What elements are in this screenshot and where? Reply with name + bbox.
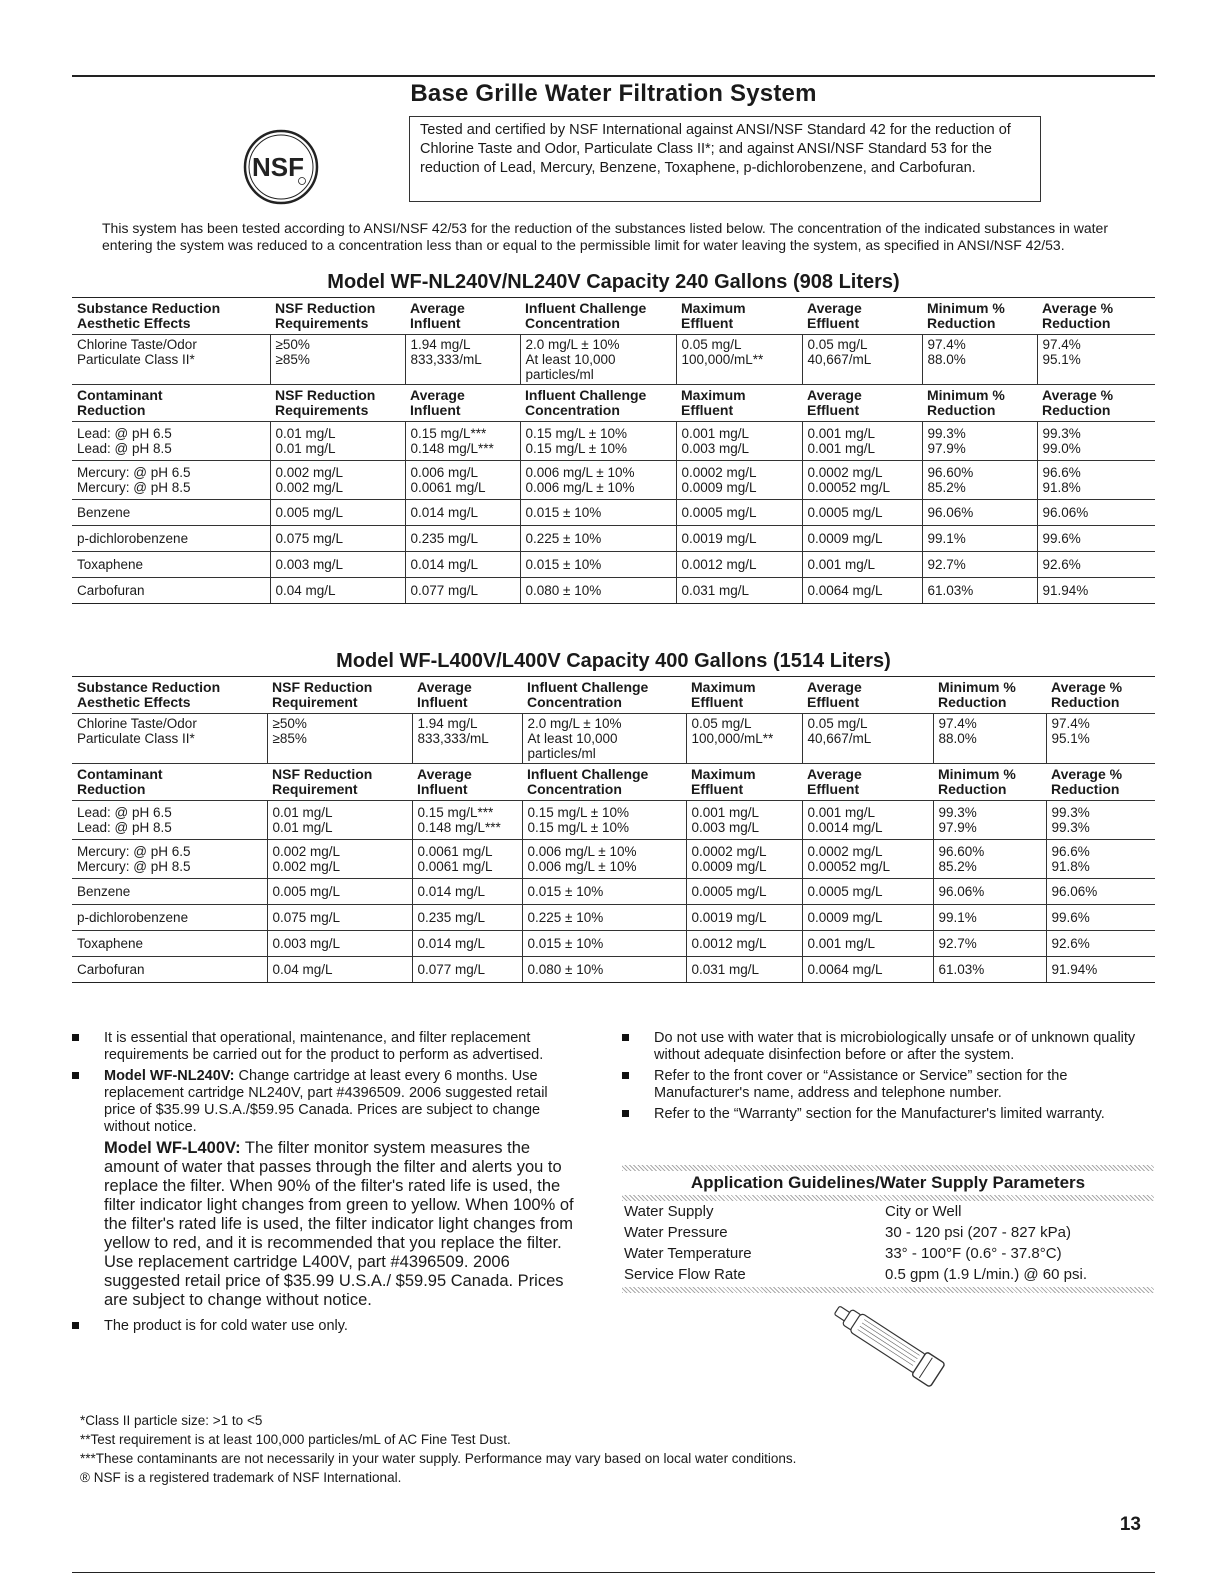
table-cell: 97.4% 88.0% [922,335,1037,385]
table-cell: 92.6% [1046,931,1155,957]
table-cell: 1.94 mg/L 833,333/mL [412,714,522,764]
table-cell: Toxaphene [72,931,267,957]
header-row [72,298,1155,335]
header-row [72,677,1155,714]
table-cell: 0.001 mg/L 0.001 mg/L [802,422,922,461]
table-row [72,840,1155,879]
table-cell: 0.05 mg/L 40,667/mL [802,714,933,764]
pattern-band [622,1287,1154,1293]
table-cell: 0.0009 mg/L [802,905,933,931]
table-cell: 92.6% [1037,552,1155,578]
table-cell: p-dichlorobenzene [72,905,267,931]
column-header: NSF Reduction Requirement [267,764,412,801]
table-cell: 0.0012 mg/L [686,931,802,957]
table-cell: 0.001 mg/L 0.003 mg/L [676,422,802,461]
table-cell: 0.014 mg/L [405,552,520,578]
table-cell: 0.0005 mg/L [676,500,802,526]
column-header: Minimum % Reduction [933,764,1046,801]
table-cell: 0.04 mg/L [270,578,405,604]
page-title: Base Grille Water Filtration System [410,80,817,107]
column-header: Average Influent [412,764,522,801]
table-l400v [72,676,1155,983]
table-cell: 96.6% 91.8% [1046,840,1155,879]
column-header: Average % Reduction [1037,385,1155,422]
column-header: NSF Reduction Requirements [270,298,405,335]
parameters-title: Application Guidelines/Water Supply Parameters [690,1173,1086,1192]
table-cell: Carbofuran [72,957,267,983]
table-cell: 0.006 mg/L ± 10% 0.006 mg/L ± 10% [522,840,686,879]
parameter-value: 0.5 gpm (1.9 L/min.) @ 60 psi. [885,1266,1087,1283]
table-cell: 0.003 mg/L [267,931,412,957]
table-cell: Mercury: @ pH 6.5 Mercury: @ pH 8.5 [72,840,267,879]
column-header: Maximum Effluent [686,677,802,714]
table-row [72,931,1155,957]
table-cell: Toxaphene [72,552,270,578]
table-cell: 99.3% 97.9% [933,801,1046,840]
table-cell: 0.001 mg/L [802,552,922,578]
table-cell: 0.0009 mg/L [802,526,922,552]
table-row [72,879,1155,905]
table-cell: 0.075 mg/L [270,526,405,552]
header-row [72,764,1155,801]
table-cell: 61.03% [933,957,1046,983]
table-cell: 0.014 mg/L [412,879,522,905]
table-cell: 96.06% [1037,500,1155,526]
bullet-cold-water: The product is for cold water use only. [72,1318,582,1335]
table-row [72,526,1155,552]
table-cell: 0.006 mg/L 0.0061 mg/L [405,461,520,500]
table-cell: 0.014 mg/L [405,500,520,526]
bullet-front-cover: Refer to the front cover or “Assistance or Service” section for the Manufacturer's name, address and telephone number. [622,1068,1154,1102]
table-cell: 97.4% 95.1% [1037,335,1155,385]
table-cell: Benzene [72,879,267,905]
column-header: NSF Reduction Requirement [267,677,412,714]
table-row [72,905,1155,931]
table-cell: 0.15 mg/L*** 0.148 mg/L*** [405,422,520,461]
table-row [72,714,1155,764]
table-cell: 96.06% [1046,879,1155,905]
table-row [72,552,1155,578]
table-cell: 0.0005 mg/L [802,500,922,526]
bullet-square-icon [72,1034,79,1041]
table-cell: 0.0005 mg/L [686,879,802,905]
header-row [72,385,1155,422]
table-cell: 0.001 mg/L 0.0014 mg/L [802,801,933,840]
footnote: ***These contaminants are not necessarily in your water supply. Performance may vary based on local water conditions. [80,1451,797,1466]
l400v-paragraph: Model WF-L400V: The filter monitor system measures the amount of water that passes through the filter and alerts you to replace the filter. When 90% of the filter's rated life is used, the filter indicator light changes from green to yellow. When 100% of the filter's rated life is used, the filter indicator light changes from yellow to red, and it is recommended that you replace the filter. Use replacement cartridge L400V, part #4396509. 2006 suggested retail price of $35.99 U.S.A./ $59.95 Canada. Prices are subject to change without notice. [104,1139,574,1309]
parameter-label: Water Supply [624,1203,714,1220]
table-cell: 0.05 mg/L 100,000/mL** [676,335,802,385]
table-cell: 92.7% [922,552,1037,578]
column-header: Contaminant Reduction [72,764,267,801]
table-cell: Mercury: @ pH 6.5 Mercury: @ pH 8.5 [72,461,270,500]
table-cell: 61.03% [922,578,1037,604]
column-header: Substance Reduction Aesthetic Effects [72,677,267,714]
table-cell: 0.0002 mg/L 0.00052 mg/L [802,461,922,500]
bullet-square-icon [622,1110,629,1117]
table-row [72,500,1155,526]
table-cell: 0.225 ± 10% [522,905,686,931]
table-cell: 0.05 mg/L 100,000/mL** [686,714,802,764]
table-cell: 96.06% [933,879,1046,905]
table-cell: 99.3% 99.0% [1037,422,1155,461]
table-cell: 0.0012 mg/L [676,552,802,578]
parameter-value: 33° - 100°F (0.6° - 37.8°C) [885,1245,1062,1262]
table-cell: 0.080 ± 10% [522,957,686,983]
column-header: Influent Challenge Concentration [522,677,686,714]
parameter-label: Water Temperature [624,1245,752,1262]
table-cell: 0.015 ± 10% [520,552,676,578]
table-cell: 1.94 mg/L 833,333/mL [405,335,520,385]
nsf-logo-text: NSF [252,152,304,182]
manual-page [72,0,1155,1585]
column-header: Average % Reduction [1037,298,1155,335]
table-row [72,335,1155,385]
parameter-row [622,1222,1154,1243]
table-row [72,422,1155,461]
certification-box: Tested and certified by NSF International against ANSI/NSF Standard 42 for the reduction of Chlorine Taste and Odor, Particulate Class II*; and against ANSI/NSF Standard 53 for the reduction of Lead, Mercury, Benzene, Toxaphene, p-dichlorobenzene, and Carbofuran. [409,116,1041,202]
column-header: Average Influent [405,298,520,335]
column-header: Minimum % Reduction [922,298,1037,335]
table-cell: 97.4% 88.0% [933,714,1046,764]
table-cell: 0.077 mg/L [405,578,520,604]
nsf-logo-icon [242,128,320,206]
footnote: **Test requirement is at least 100,000 particles/mL of AC Fine Test Dust. [80,1432,511,1447]
right-bullets [622,1030,1154,1127]
table-cell: 0.003 mg/L [270,552,405,578]
table-cell: 0.002 mg/L 0.002 mg/L [267,840,412,879]
table-cell: 0.0064 mg/L [802,578,922,604]
parameter-row [622,1201,1154,1222]
table-cell: 0.077 mg/L [412,957,522,983]
column-header: Minimum % Reduction [933,677,1046,714]
table-cell: 0.235 mg/L [405,526,520,552]
column-header: Average Effluent [802,298,922,335]
footnotes [80,1411,796,1487]
parameter-label: Water Pressure [624,1224,728,1241]
table-cell: 0.001 mg/L 0.003 mg/L [686,801,802,840]
table-cell: 96.60% 85.2% [922,461,1037,500]
table-row [72,957,1155,983]
table-cell: 91.94% [1037,578,1155,604]
table-cell: 0.015 ± 10% [522,879,686,905]
column-header: Maximum Effluent [676,385,802,422]
table-cell: 0.002 mg/L 0.002 mg/L [270,461,405,500]
table-cell: 0.006 mg/L ± 10% 0.006 mg/L ± 10% [520,461,676,500]
table-cell: Carbofuran [72,578,270,604]
table-cell: 96.6% 91.8% [1037,461,1155,500]
table-cell: 0.15 mg/L ± 10% 0.15 mg/L ± 10% [522,801,686,840]
column-header: Contaminant Reduction [72,385,270,422]
table-cell: 0.15 mg/L ± 10% 0.15 mg/L ± 10% [520,422,676,461]
table-cell: 0.0002 mg/L 0.0009 mg/L [686,840,802,879]
column-header: NSF Reduction Requirements [270,385,405,422]
bullet-unsafe-water: Do not use with water that is microbiologically unsafe or of unknown quality without adequate disinfection before or after the system. [622,1030,1154,1064]
table-cell: 99.6% [1037,526,1155,552]
table-cell: 0.15 mg/L*** 0.148 mg/L*** [412,801,522,840]
table-cell: 91.94% [1046,957,1155,983]
table-nl240v [72,297,1155,604]
table-cell: 0.0005 mg/L [802,879,933,905]
table-row [72,578,1155,604]
table-cell: 99.3% 99.3% [1046,801,1155,840]
table-cell: 0.014 mg/L [412,931,522,957]
water-supply-parameters [622,1165,1154,1293]
table-cell: 0.005 mg/L [267,879,412,905]
column-header: Influent Challenge Concentration [520,298,676,335]
column-header: Average Influent [412,677,522,714]
table-cell: 0.0002 mg/L 0.0009 mg/L [676,461,802,500]
bullet-maintenance: It is essential that operational, maintenance, and filter replacement requirements be carried out for the product to perform as advertised. [72,1030,582,1064]
table-cell: 0.05 mg/L 40,667/mL [802,335,922,385]
column-header: Average % Reduction [1046,677,1155,714]
table-cell: Chlorine Taste/Odor Particulate Class II* [72,714,267,764]
footnote: *Class II particle size: >1 to <5 [80,1413,263,1428]
table-cell: 99.3% 97.9% [922,422,1037,461]
column-header: Maximum Effluent [676,298,802,335]
table-cell: 99.1% [922,526,1037,552]
column-header: Minimum % Reduction [922,385,1037,422]
table2-title: Model WF-L400V/L400V Capacity 400 Gallons (1514 Liters) [336,650,891,672]
table-cell: 0.075 mg/L [267,905,412,931]
table-cell: 0.005 mg/L [270,500,405,526]
table-cell: 0.225 ± 10% [520,526,676,552]
column-header: Average Effluent [802,385,922,422]
table-cell: 96.60% 85.2% [933,840,1046,879]
page-number: 13 [1119,1514,1141,1535]
bottom-rule [72,1572,1155,1573]
column-header: Substance Reduction Aesthetic Effects [72,298,270,335]
bullet-warranty: Refer to the “Warranty” section for the Manufacturer's limited warranty. [622,1106,1154,1123]
bullet-square-icon [72,1322,79,1329]
table1-title: Model WF-NL240V/NL240V Capacity 240 Gallons (908 Liters) [327,271,900,293]
table-cell: 0.080 ± 10% [520,578,676,604]
table-cell: 0.015 ± 10% [520,500,676,526]
column-header: Average % Reduction [1046,764,1155,801]
table-cell: 0.0002 mg/L 0.00052 mg/L [802,840,933,879]
column-header: Average Effluent [802,764,933,801]
filter-cartridge-icon [820,1300,955,1390]
column-header: Influent Challenge Concentration [522,764,686,801]
table-row [72,461,1155,500]
bullet-square-icon [622,1034,629,1041]
top-rule [72,75,1155,77]
column-header: Influent Challenge Concentration [520,385,676,422]
table-cell: 2.0 mg/L ± 10% At least 10,000 particles/ml [520,335,676,385]
parameter-row [622,1264,1154,1285]
table-cell: 97.4% 95.1% [1046,714,1155,764]
parameter-value: City or Well [885,1203,962,1220]
table-cell: 0.0019 mg/L [686,905,802,931]
table-cell: 96.06% [922,500,1037,526]
table-cell: 0.031 mg/L [676,578,802,604]
table-cell: ≥50% ≥85% [267,714,412,764]
parameter-label: Service Flow Rate [624,1266,746,1283]
column-header: Maximum Effluent [686,764,802,801]
table-cell: 0.04 mg/L [267,957,412,983]
table-cell: 92.7% [933,931,1046,957]
table-cell: 0.0061 mg/L 0.0061 mg/L [412,840,522,879]
table-cell: p-dichlorobenzene [72,526,270,552]
bullet-nl240v: Model WF-NL240V: Change cartridge at least every 6 months. Use replacement cartridge NL240V, part #4396509. 2006 suggested retail price of $35.99 U.S.A./$59.95 Canada. Prices are subject to change without notice. Model WF-L400V: The filter monitor system measures the amount of water that passes through the filter and alerts you to replace the filter. When 90% of the filter's rated life is used, the filter indicator light changes from green to yellow. When 100% of the filter's rated life is used, the filter indicator light changes from yellow to red, and it is recommended that you replace the filter. Use replacement cartridge L400V, part #4396509. 2006 suggested retail price of $35.99 U.S.A./ $59.95 Canada. Prices are subject to change without notice. [72,1068,582,1310]
column-header: Average Effluent [802,677,933,714]
table-cell: 0.0064 mg/L [802,957,933,983]
left-bullets [72,1030,582,1339]
table-cell: Benzene [72,500,270,526]
parameter-value: 30 - 120 psi (207 - 827 kPa) [885,1224,1071,1241]
bullet-square-icon [622,1072,629,1079]
column-header: Average Influent [405,385,520,422]
table-cell: 0.031 mg/L [686,957,802,983]
table-cell: Chlorine Taste/Odor Particulate Class II* [72,335,270,385]
table-cell: 0.015 ± 10% [522,931,686,957]
bullet-square-icon [72,1072,79,1079]
table-cell: 0.01 mg/L 0.01 mg/L [267,801,412,840]
intro-paragraph: This system has been tested according to ANSI/NSF 42/53 for the reduction of the substances listed below. The concentration of the indicated substances in water entering the system was reduced to a concentration less than or equal to the permissible limit for water leaving the system, as specified in ANSI/NSF 42/53. [102,220,1108,253]
table-cell: 0.235 mg/L [412,905,522,931]
table-cell: Lead: @ pH 6.5 Lead: @ pH 8.5 [72,422,270,461]
table-cell: 0.01 mg/L 0.01 mg/L [270,422,405,461]
table-cell: 0.001 mg/L [802,931,933,957]
table-cell: Lead: @ pH 6.5 Lead: @ pH 8.5 [72,801,267,840]
table-cell: 99.1% [933,905,1046,931]
table-cell: 99.6% [1046,905,1155,931]
table-cell: ≥50% ≥85% [270,335,405,385]
parameter-row [622,1243,1154,1264]
table-row [72,801,1155,840]
table-cell: 2.0 mg/L ± 10% At least 10,000 particles/ml [522,714,686,764]
table-cell: 0.0019 mg/L [676,526,802,552]
footnote: ® NSF is a registered trademark of NSF International. [80,1470,402,1485]
